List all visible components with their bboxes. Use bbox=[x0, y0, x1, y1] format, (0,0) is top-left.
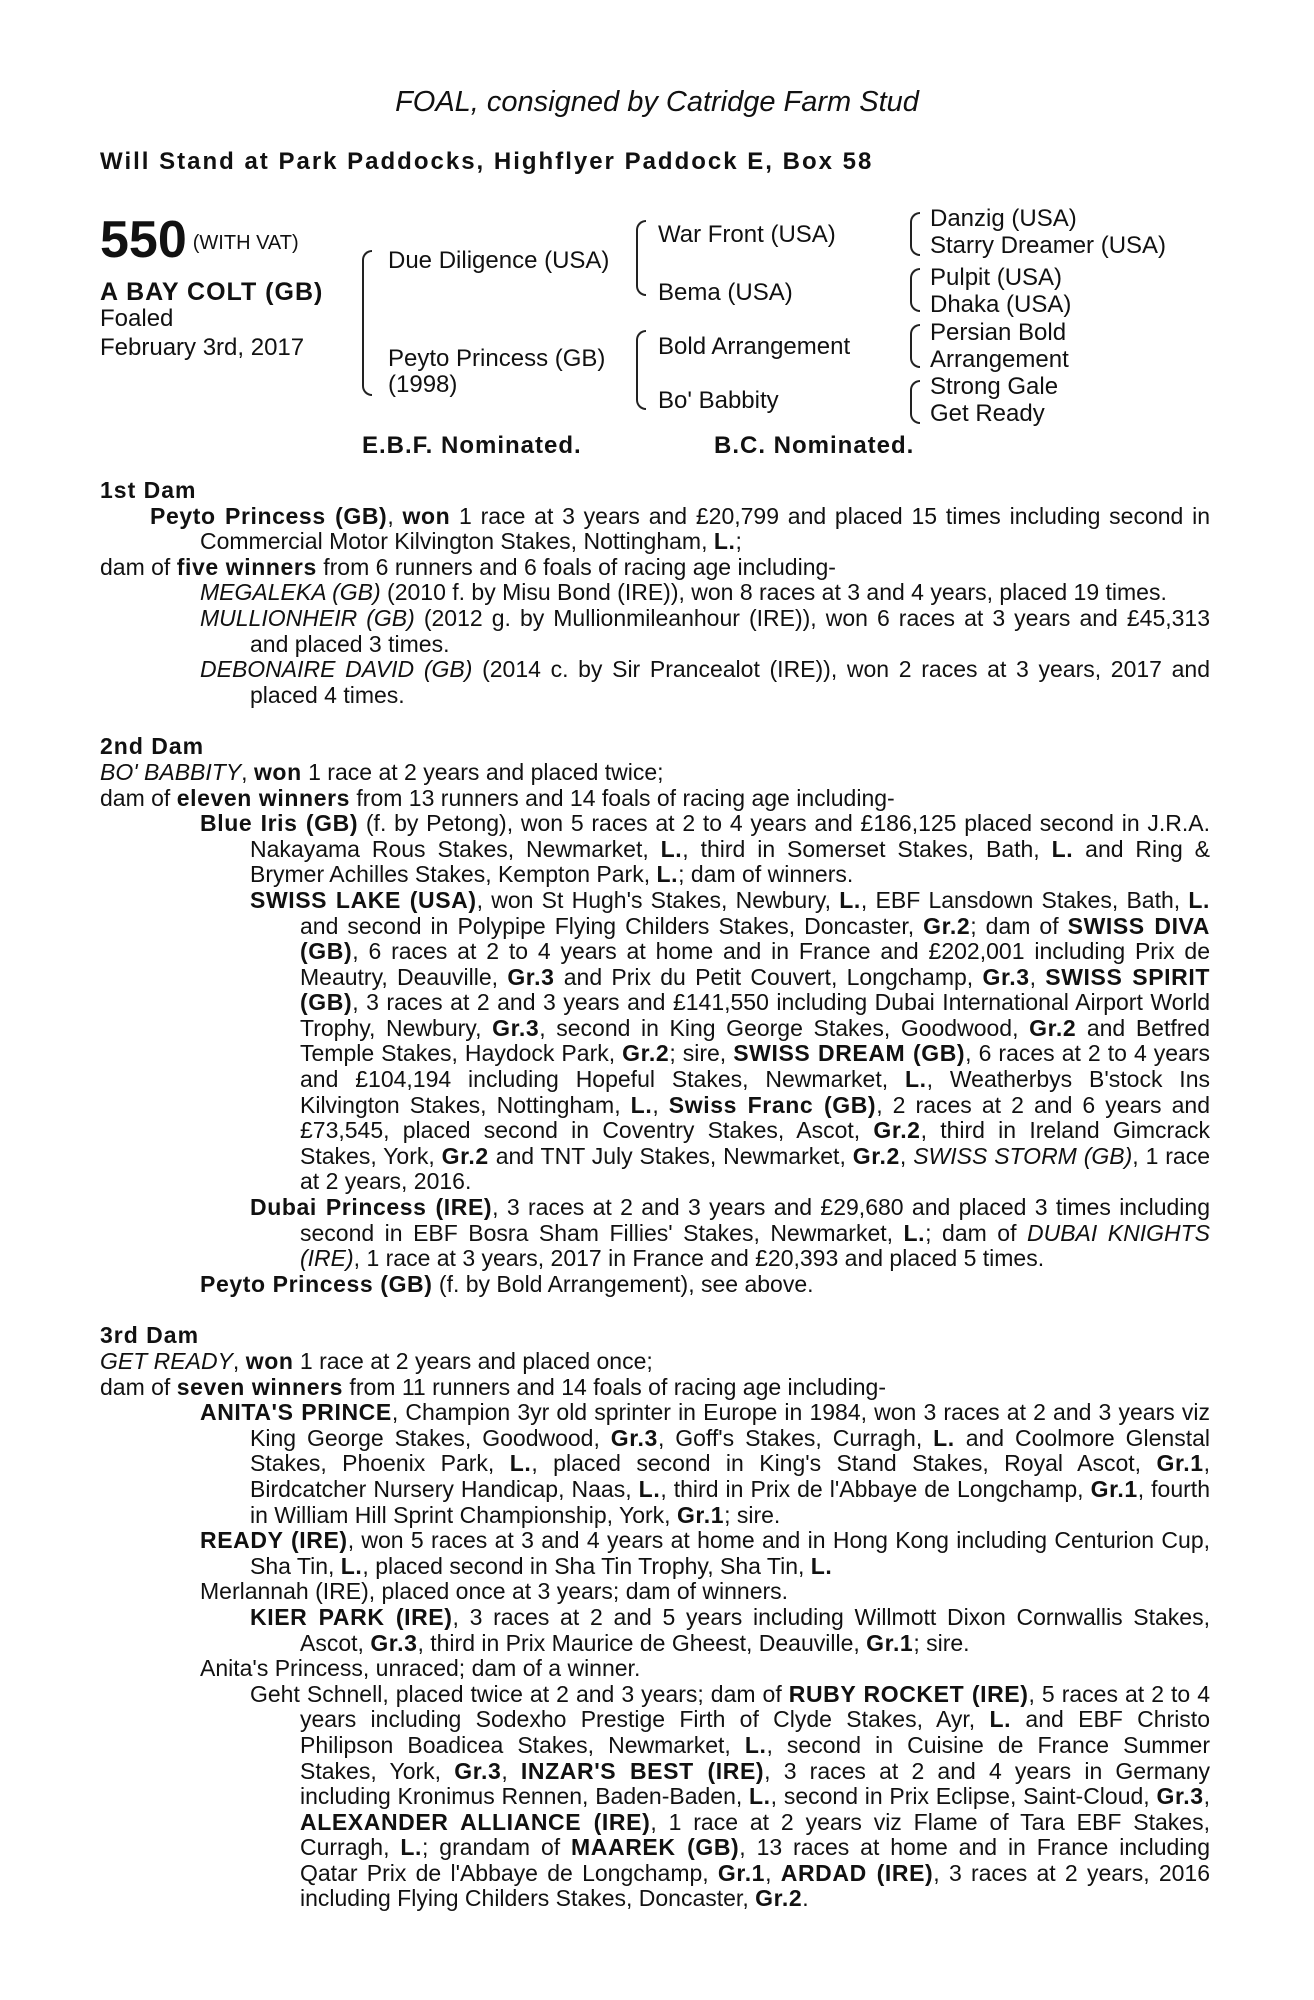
pedigree-sds: Pulpit (USA) bbox=[930, 264, 1063, 291]
first-dam-line: Peyto Princess (GB), won 1 race at 3 years and £20,799 and placed 15 times including second in Commercial Motor Kilvington Stakes, Nottingham, L.; bbox=[150, 502, 1211, 555]
consigned-by: FOAL, consigned by Catridge Farm Stud bbox=[395, 86, 919, 118]
catalogue-body bbox=[100, 478, 1210, 1912]
second-dam-line: BO' BABBITY, won 1 race at 2 years and placed twice; bbox=[100, 758, 664, 785]
produce-geht-schnell: Geht Schnell, placed twice at 2 and 3 years; dam of RUBY ROCKET (IRE), 5 races at 2 to 4 years including Sodexho Prestige Firth of Clyde Stakes, Ayr, L. and EBF Christo Philipson Boadicea Stakes, Newmarket, L., second in Cuisine de France Summer Stakes, York, Gr.3, INZAR'S BEST (IRE), 3 races at 2 and 4 years in Germany including Kronimus Rennen, Baden-Baden, L., second in Prix Eclipse, Saint-Cloud, Gr.3, ALEXANDER ALLIANCE (IRE), 1 race at 2 years viz Flame of Tara EBF Stakes, Curragh, L.; grandam of MAAREK (GB), 13 races at home and in France including Qatar Prix de l'Abbaye de Longchamp, Gr.1, ARDAD (IRE), 3 races at 2 years, 2016 including Flying Childers Stakes, Doncaster, Gr.2. bbox=[250, 1680, 1211, 1912]
pedigree-brace-sire bbox=[636, 220, 646, 296]
pedigree-ssd: Starry Dreamer (USA) bbox=[930, 232, 1167, 259]
pedigree-sire: Due Diligence (USA) bbox=[388, 247, 610, 274]
produce-ready: READY (IRE), won 5 races at 3 and 4 years at home and in Hong Kong including Centurion Cup, Sha Tin, L., placed second in Sha Tin Trophy, Sha Tin, L. bbox=[200, 1527, 1210, 1579]
first-dam-produce-3: DEBONAIRE DAVID (GB) (2014 c. by Sir Prancealot (IRE)), won 2 races at 3 years, 2017 and placed 4 times. bbox=[200, 656, 1211, 708]
second-dam-produce-summary: dam of eleven winners from 13 runners and 14 foals of racing age including- bbox=[100, 784, 895, 811]
third-dam-produce-summary: dam of seven winners from 11 runners and 14 foals of racing age including- bbox=[100, 1373, 886, 1400]
lot-title: A BAY COLT (GB) bbox=[100, 278, 324, 306]
pedigree-sdd: Dhaka (USA) bbox=[930, 291, 1072, 318]
first-dam-heading: 1st Dam bbox=[100, 477, 197, 503]
pedigree-brace-dd bbox=[910, 380, 920, 424]
pedigree-sire-sire: War Front (USA) bbox=[658, 221, 836, 248]
pedigree-dds: Strong Gale bbox=[930, 373, 1059, 400]
produce-anitas-prince: ANITA'S PRINCE, Champion 3yr old sprinter in Europe in 1984, won 3 races at 2 and 3 years viz King George Stakes, Goodwood, Gr.3, Goff's Stakes, Curragh, L. and Coolmore Glenstal Stakes, Phoenix Park, L., placed second in King's Stand Stakes, Royal Ascot, Gr.1, Birdcatcher Nursery Handicap, Naas, L., third in Prix de l'Abbaye de Longchamp, Gr.1, fourth in William Hill Sprint Championship, York, Gr.1; sire. bbox=[200, 1399, 1210, 1528]
bc-nominated: B.C. Nominated. bbox=[714, 432, 915, 459]
pedigree-sire-dam: Bema (USA) bbox=[658, 279, 793, 306]
foaled-date: February 3rd, 2017 bbox=[100, 334, 305, 361]
pedigree-sss: Danzig (USA) bbox=[930, 205, 1077, 232]
pedigree-dss-2: Arrangement bbox=[930, 346, 1069, 373]
produce-anitas-princess: Anita's Princess, unraced; dam of a winner. bbox=[200, 1655, 641, 1682]
pedigree-brace-main bbox=[362, 250, 372, 396]
pedigree-brace-ds bbox=[910, 324, 920, 368]
foaled-label: Foaled bbox=[100, 305, 174, 332]
pedigree-dss-1: Persian Bold bbox=[930, 319, 1067, 346]
ebf-nominated: E.B.F. Nominated. bbox=[362, 432, 582, 459]
lot-number bbox=[100, 210, 299, 270]
produce-merlannah: Merlannah (IRE), placed once at 3 years; dam of winners. bbox=[200, 1578, 789, 1605]
pedigree-dam-year: (1998) bbox=[388, 371, 458, 398]
stand-location: Will Stand at Park Paddocks, Highflyer Paddock E, Box 58 bbox=[100, 148, 874, 175]
first-dam-produce-2: MULLIONHEIR (GB) (2012 g. by Mullionmileanhour (IRE)), won 6 races at 3 years and £45,313 and placed 3 times. bbox=[200, 604, 1210, 657]
pedigree-brace-dam bbox=[636, 330, 646, 410]
vat-note: (WITH VAT) bbox=[192, 232, 299, 254]
pedigree-ddd: Get Ready bbox=[930, 400, 1045, 427]
produce-dubai-princess: Dubai Princess (IRE), 3 races at 2 and 3 years and £29,680 and placed 3 times including second in EBF Bosra Sham Fillies' Stakes, Newmarket, L.; dam of DUBAI KNIGHTS (IRE), 1 race at 3 years, 2017 in France and £20,393 and placed 5 times. bbox=[250, 1194, 1211, 1272]
produce-peyto-princess: Peyto Princess (GB) (f. by Bold Arrangement), see above. bbox=[200, 1270, 814, 1297]
third-dam-line: GET READY, won 1 race at 2 years and placed once; bbox=[100, 1348, 653, 1374]
lot-number-value: 550 bbox=[100, 211, 187, 269]
produce-blue-iris: Blue Iris (GB) (f. by Petong), won 5 races at 2 to 4 years and £186,125 placed second in J.R.A. Nakayama Rous Stakes, Newmarket, L., third in Somerset Stakes, Bath, L. and Ring & Brymer Achilles Stakes, Kempton Park, L.; dam of winners. bbox=[200, 810, 1210, 888]
produce-kier-park: KIER PARK (IRE), 3 races at 2 and 5 years including Willmott Dixon Cornwallis Stakes, Ascot, Gr.3, third in Prix Maurice de Gheest, Deauville, Gr.1; sire. bbox=[250, 1603, 1210, 1656]
pedigree-brace-ss bbox=[910, 212, 920, 256]
produce-swiss-lake: SWISS LAKE (USA), won St Hugh's Stakes, Newbury, L., EBF Lansdown Stakes, Bath, L. and second in Polypipe Flying Childers Stakes, Doncaster, Gr.2; dam of SWISS DIVA (GB), 6 races at 2 to 4 years at home and in France and £202,001 including Prix de Meautry, Deauville, Gr.3 and Prix du Petit Couvert, Longchamp, Gr.3, SWISS SPIRIT (GB), 3 races at 2 and 3 years and £141,550 including Dubai International Airport World Trophy, Newbury, Gr.3, second in King George Stakes, Goodwood, Gr.2 and Betfred Temple Stakes, Haydock Park, Gr.2; sire, SWISS DREAM (GB), 6 races at 2 to 4 years and £104,194 including Hopeful Stakes, Newmarket, L., Weatherbys B'stock Ins Kilvington Stakes, Nottingham, L., Swiss Franc (GB), 2 races at 2 and 6 years and £73,545, placed second in Coventry Stakes, Ascot, Gr.2, third in Ireland Gimcrack Stakes, York, Gr.2 and TNT July Stakes, Newmarket, Gr.2, SWISS STORM (GB), 1 race at 2 years, 2016. bbox=[250, 886, 1211, 1195]
pedigree-dam-sire: Bold Arrangement bbox=[658, 333, 851, 360]
third-dam-heading: 3rd Dam bbox=[100, 1322, 200, 1349]
pedigree-brace-sd bbox=[910, 268, 920, 312]
pedigree-dam-dam: Bo' Babbity bbox=[658, 387, 779, 414]
pedigree-dam: Peyto Princess (GB) bbox=[388, 345, 606, 372]
first-dam-produce-summary: dam of five winners from 6 runners and 6 foals of racing age including- bbox=[100, 553, 836, 580]
first-dam-produce-1: MEGALEKA (GB) (2010 f. by Misu Bond (IRE)), won 8 races at 3 and 4 years, placed 19 times. bbox=[200, 579, 1167, 606]
second-dam-heading: 2nd Dam bbox=[100, 733, 205, 760]
